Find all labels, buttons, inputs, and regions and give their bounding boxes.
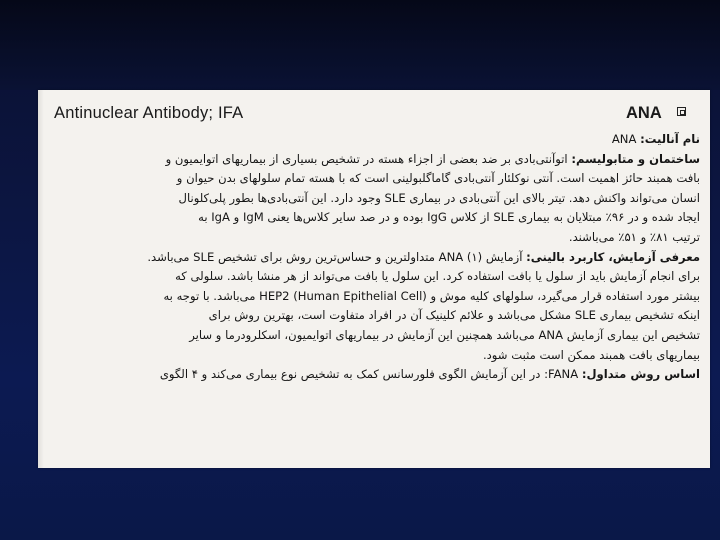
line-text: ترتیب ۸۱٪ و ۵۱٪ می‌باشند. — [568, 229, 700, 244]
paragraph-line — [48, 326, 700, 346]
paragraph-line — [48, 150, 700, 170]
paragraph-line — [48, 189, 700, 209]
paragraph-line — [48, 130, 700, 150]
test-title-english: Antinuclear Antibody; IFA — [54, 104, 244, 122]
line-text: آزمایش ANA (۱) متداولترین و حساس‌ترین روش برای تشخیص SLE می‌باشد. — [147, 249, 527, 264]
paragraph-line — [48, 267, 700, 287]
slide-top-band — [0, 0, 720, 90]
line-text: ANA — [611, 132, 641, 146]
line-text: ایجاد شده و در ۹۶٪ مبتلایان به بیماری SLE از کلاس IgG بوده و در صد سایر کلاس‌ها یعنی IgM و IgA به — [198, 210, 700, 225]
section-label: نام آنالیت: — [640, 132, 700, 146]
paragraph-line — [48, 306, 700, 326]
square-bullet-icon — [677, 107, 686, 116]
document-page — [38, 90, 710, 468]
line-text: اینکه تشخیص بیماری SLE مشکل می‌باشد و علائم کلینیک آن در افراد متفاوت است، بهترین روش برای — [208, 308, 700, 323]
line-text: FANA: در این آزمایش الگوی فلورسانس کمک به تشخیص نوع بیماری می‌کند و ۴ الگوی — [159, 367, 582, 382]
document-body — [48, 130, 700, 385]
paragraph-line — [48, 228, 700, 248]
line-text: بیشتر مورد استفاده قرار می‌گیرد، سلولهای کلیه موش و HEP2 (Human Epithelial Cell) می‌باشد. با توجه به — [163, 288, 700, 303]
page-header — [38, 90, 710, 134]
line-text: برای انجام آزمایش باید از سلول یا بافت استفاده کرد. این سلول یا بافت می‌تواند از هر منشا باشد. سلولی که — [175, 269, 700, 284]
paragraph-line — [48, 169, 700, 189]
section-label: ساختمان و متابولیسم: — [571, 151, 700, 166]
line-text: بافت همبند حائز اهمیت است. آنتی نوکلئار آنتی‌بادی گاماگلبولینی است که با هسته تمام سلولهای بدن حیوان و — [176, 171, 700, 186]
test-abbreviation: ANA — [626, 104, 662, 122]
paragraph-line — [48, 208, 700, 228]
line-text: انسان می‌تواند واکنش دهد. تیتر بالای این آنتی‌بادی در بیماری SLE وجود دارد. این آنتی‌بادی‌ها بطور پلی‌کلونال — [178, 190, 700, 205]
paragraph-line — [48, 248, 700, 268]
line-text: تشخیص این بیماری آزمایش ANA می‌باشد همچنین این آزمایش در بیماریهای اتوایمیون، اسکلرودرما و سایر — [189, 327, 700, 342]
section-label: معرفی آزمایش، کاربرد بالینی: — [526, 249, 700, 264]
line-text: بیماریهای بافت همبند ممکن است مثبت شود. — [482, 347, 700, 362]
line-text: اتوآنتی‌بادی بر ضد بعضی از اجزاء هسته در تشخیص بسیاری از بیماریهای اتوایمیون و — [165, 151, 572, 166]
paragraph-line — [48, 365, 700, 385]
paragraph-line — [48, 287, 700, 307]
paragraph-line — [48, 346, 700, 366]
section-label: اساس روش متداول: — [581, 367, 700, 382]
page-edge-shadow — [38, 90, 44, 468]
